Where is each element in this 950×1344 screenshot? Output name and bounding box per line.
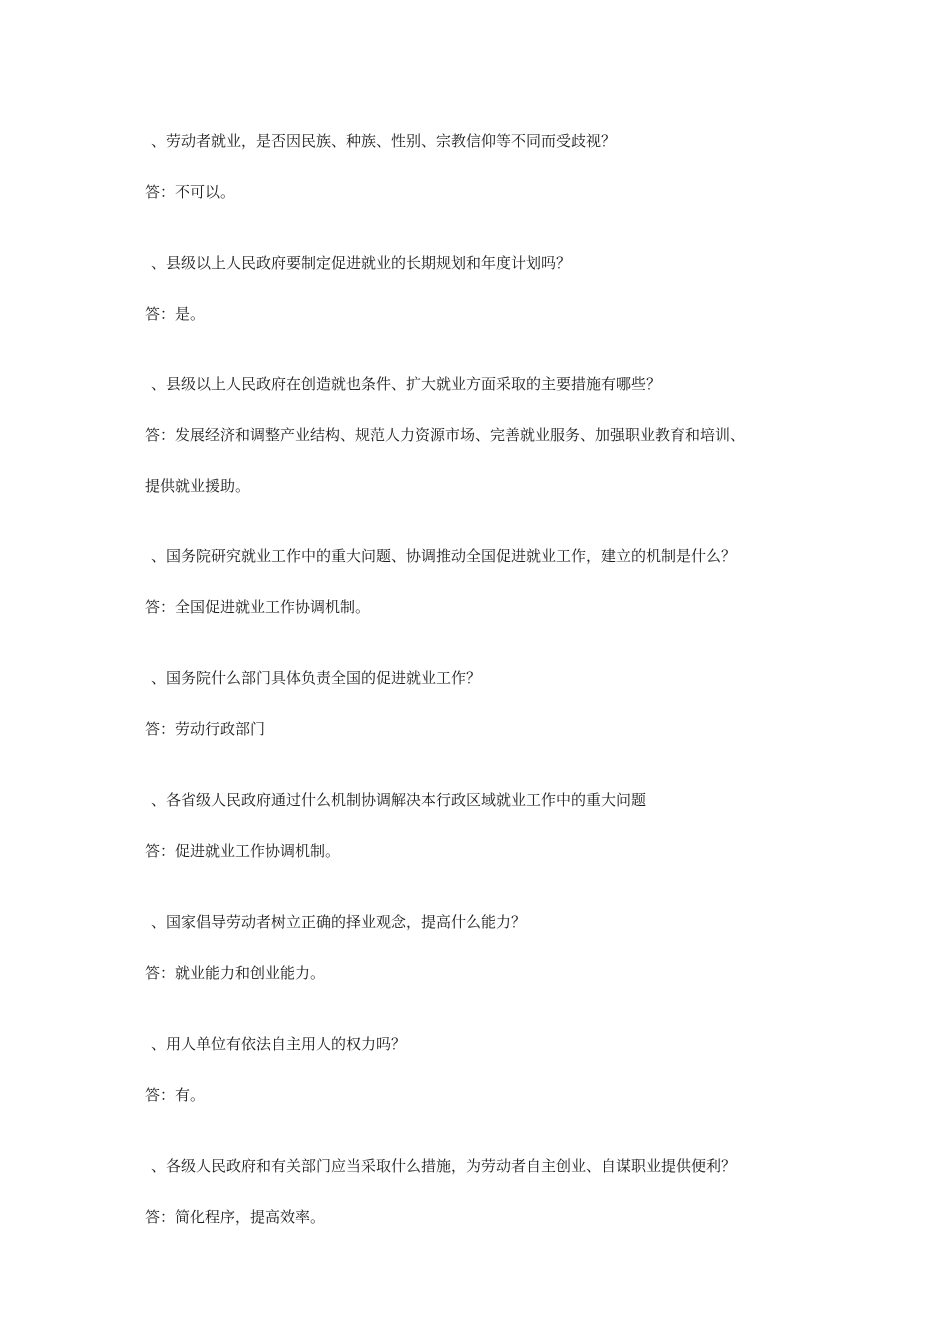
question: 、国家倡导劳动者树立正确的择业观念，提高什么能力？ <box>151 913 527 931</box>
answer-item-7 <box>145 964 825 984</box>
answer: 答：促进就业工作协调机制。 <box>145 842 341 860</box>
answer: 答：简化程序，提高效率。 <box>145 1208 326 1226</box>
answer-item-3 <box>145 426 825 446</box>
answer-item-9 <box>145 1208 825 1228</box>
question: 、国务院什么部门具体负责全国的促进就业工作？ <box>151 669 482 687</box>
qa-item-2 <box>145 254 825 274</box>
question: 、各级人民政府和有关部门应当采取什么措施，为劳动者自主创业、自谋职业提供便利？ <box>151 1157 737 1175</box>
question: 、县级以上人民政府在创造就也条件、扩大就业方面采取的主要措施有哪些？ <box>151 375 662 393</box>
answer-item-5 <box>145 720 825 740</box>
question: 、劳动者就业，是否因民族、种族、性别、宗教信仰等不同而受歧视？ <box>151 132 617 150</box>
answer: 答：不可以。 <box>145 183 236 201</box>
qa-item-7 <box>145 913 825 933</box>
qa-item-5 <box>145 669 825 689</box>
answer-item-3-continued <box>145 477 825 497</box>
answer-item-1 <box>145 183 825 203</box>
question: 、国务院研究就业工作中的重大问题、协调推动全国促进就业工作，建立的机制是什么？ <box>151 547 737 565</box>
answer-item-8 <box>145 1086 825 1106</box>
qa-item-3 <box>145 375 825 395</box>
answer-item-2 <box>145 305 825 325</box>
answer-item-4 <box>145 598 825 618</box>
answer-continued: 提供就业援助。 <box>145 477 251 495</box>
qa-item-8 <box>145 1035 825 1055</box>
qa-item-6 <box>145 791 825 811</box>
answer: 答：就业能力和创业能力。 <box>145 964 326 982</box>
question: 、县级以上人民政府要制定促进就业的长期规划和年度计划吗？ <box>151 254 572 272</box>
question: 、各省级人民政府通过什么机制协调解决本行政区域就业工作中的重大问题 <box>151 791 647 809</box>
qa-item-4 <box>145 547 825 567</box>
answer: 答：发展经济和调整产业结构、规范人力资源市场、完善就业服务、加强职业教育和培训、 <box>145 426 746 444</box>
answer: 答：全国促进就业工作协调机制。 <box>145 598 371 616</box>
answer: 答：是。 <box>145 305 206 323</box>
qa-item-9 <box>145 1157 825 1177</box>
answer: 答：劳动行政部门 <box>145 720 266 738</box>
question: 、用人单位有依法自主用人的权力吗？ <box>151 1035 407 1053</box>
answer-item-6 <box>145 842 825 862</box>
qa-item-1 <box>145 132 825 152</box>
answer: 答：有。 <box>145 1086 206 1104</box>
